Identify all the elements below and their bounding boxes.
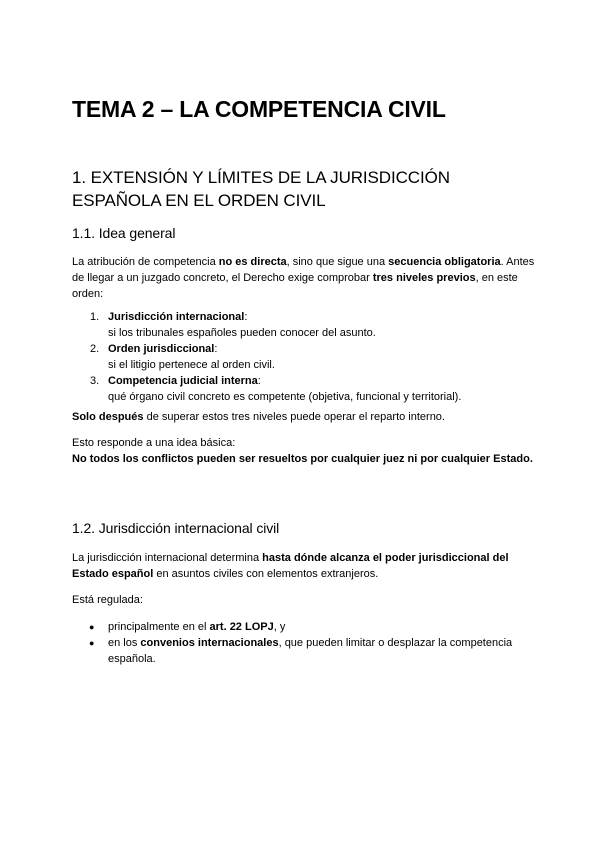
list-item: 2. Orden jurisdiccional: si el litigio pertenece al orden civil. — [90, 343, 275, 371]
list-item: 1. Jurisdicción internacional: si los tribunales españoles pueden conocer del asunto. — [90, 311, 376, 339]
bullet-icon: ● — [89, 622, 95, 632]
subsection-1-1-heading: 1.1. Idea general — [72, 225, 176, 241]
jurisdiccion-internacional-paragraph: La jurisdicción internacional determina hasta dónde alcanza el poder jurisdiccional del Estado español en asuntos civiles con elementos extranjeros. — [72, 552, 509, 580]
solo-despues-paragraph: Solo después de superar estos tres niveles puede operar el reparto interno. — [72, 411, 445, 423]
idea-general-paragraph: La atribución de competencia no es directa, sino que sigue una secuencia obligatoria. Antes de llegar a un juzgado concreto, el Derecho exige comprobar tres niveles previos, en este orden: — [72, 256, 535, 300]
list-item-description: si el litigio pertenece al orden civil. — [108, 359, 275, 371]
list-number: 1. — [90, 311, 100, 323]
list-number: 2. — [90, 343, 100, 355]
list-item: 3. Competencia judicial interna: qué órgano civil concreto es competente (objetiva, funcional y territorial). — [90, 375, 462, 403]
list-item: ● principalmente en el art. 22 LOPJ, y — [89, 621, 286, 633]
regulation-list — [72, 619, 537, 667]
bullet-icon: ● — [89, 638, 95, 648]
idea-basica-paragraph: Esto responde a una idea básica: No todos los conflictos pueden ser resueltos por cualquier juez ni por cualquier Estado. — [72, 437, 533, 465]
section-1-heading: 1. EXTENSIÓN Y LÍMITES DE LA JURISDICCIÓN ESPAÑOLA EN EL ORDEN CIVIL — [72, 168, 450, 210]
list-number: 3. — [90, 375, 100, 387]
list-item-title: Competencia judicial interna — [108, 375, 258, 387]
list-item: ● en los convenios internacionales, que pueden limitar o desplazar la competencia española. — [89, 637, 513, 665]
document-title: TEMA 2 – LA COMPETENCIA CIVIL — [72, 96, 446, 122]
subsection-1-2-heading: 1.2. Jurisdicción internacional civil — [72, 520, 280, 536]
esta-regulada-paragraph: Está regulada: — [72, 594, 143, 606]
list-item-title: Jurisdicción internacional — [108, 311, 245, 323]
list-item-description: si los tribunales españoles pueden conocer del asunto. — [108, 327, 376, 339]
levels-list — [72, 309, 537, 405]
list-item-description: qué órgano civil concreto es competente (objetiva, funcional y territorial). — [108, 391, 462, 403]
list-item-title: Orden jurisdiccional — [108, 343, 215, 355]
